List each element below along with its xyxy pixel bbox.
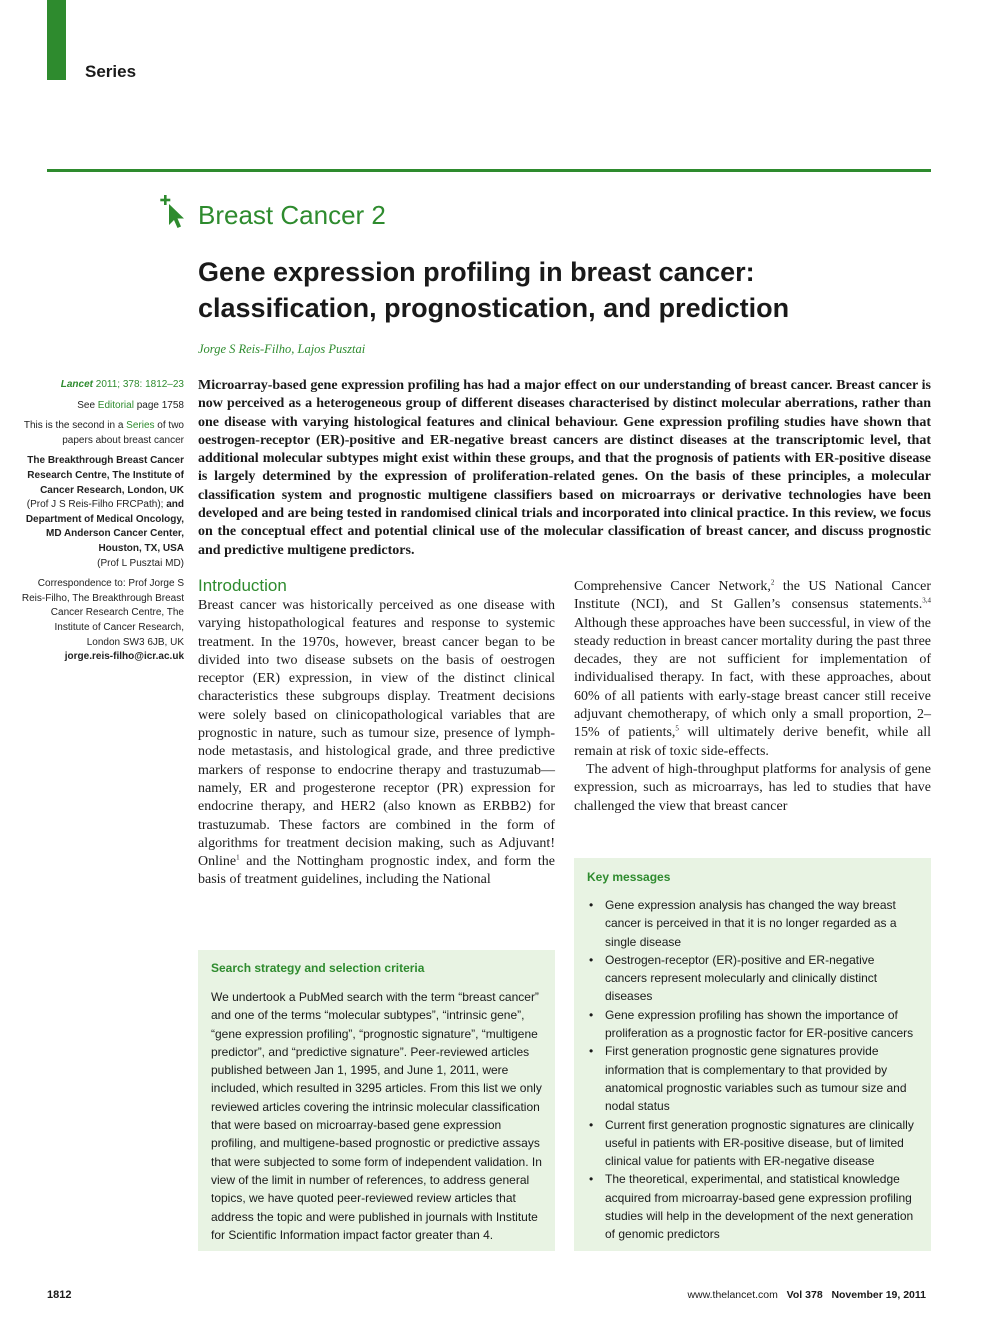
key-message-item: • Gene expression analysis has changed the way breast cancer is perceived in that it is no longer regarded as a single disease (587, 896, 919, 951)
introduction-heading: Introduction (198, 576, 287, 595)
key-message-item: • Oestrogen-receptor (ER)-positive and ER-negative cancers represent molecularly and clinically distinct diseases (587, 951, 919, 1006)
key-messages-heading: Key messages (587, 870, 671, 884)
affiliation-2: Department of Medical Oncology, MD Anderson Cancer Center, Houston, TX, USA (25, 513, 184, 554)
search-strategy-box (198, 950, 555, 1251)
authors: Jorge S Reis-Filho, Lajos Pusztai (198, 342, 366, 356)
volume: Vol 378 (786, 1289, 823, 1301)
reference-1: 1 (236, 853, 240, 862)
series-link[interactable]: Series (126, 420, 155, 432)
footer-info (600, 1289, 926, 1301)
editorial-link[interactable]: Editorial (97, 399, 134, 411)
correspondence: Correspondence to: Prof Jorge S Reis-Filho, The Breakthrough Breast Cancer Research Centre, The Institute of Cancer Research, London SW3 6JB, UK jorge.reis-filho@icr.ac.uk (21, 578, 184, 663)
introduction-column-left: Breast cancer was historically perceived as one disease with varying histopathological features and response to systemic treatment. In the 1970s, however, breast cancer began to be divided into two disease subsets on the basis of oestrogen receptor (ER) expression, in view of the distinct clinical characteristics these subgroups display. Treatment decisions were solely based on clinicopathological variables that are prognostic in nature, such as tumour size, presence of lymph-node metastasis, and histological grade, and three predictive markers of response to endocrine therapy and trastuzumab—namely, ER and progesterone receptor (PR) expression for endocrine therapy, and HER2 (also known as ERBB2) for trastuzumab. These factors are combined in the form of algorithms for treatment decision making, such as Adjuvant! Online$^1$ and the Nottingham prognostic index, and form the basis of treatment guidelines, including the National (198, 598, 555, 888)
reference-3-4: 3,4 (922, 596, 931, 605)
abstract: Microarray-based gene expression profiling has had a major effect on our understanding of breast cancer. Breast cancer is now perceived as a heterogeneous group of different diseases characterised by distinct molecular aberrations, rather than one disease with varying histological features and clinical behaviour. Gene expression profiling studies have shown that oestrogen-receptor (ER)-positive and ER-negative breast cancers are distinct diseases at the transcriptomic level, that additional molecular subtypes might exist within these groups, and that the prognosis of patients with ER-positive disease is largely determined by the expression of proliferation-related genes. On the basis of these principles, a molecular classification system and prognostic multigene classifiers based on microarrays or derivative technologies have been developed and are being tested in randomised clinical trials and incorporated into clinical practice. In this review, we focus on the conceptual effect and potential clinical use of the molecular classification of breast cancer, and discuss prognostic and predictive multigene predictors. (198, 378, 931, 558)
sidebar-notes (20, 378, 184, 671)
email-link[interactable]: jorge.reis-filho@icr.ac.uk (64, 651, 184, 663)
series-label: Series (85, 62, 137, 81)
affiliation-2-person: (Prof L Pusztai MD) (97, 557, 184, 569)
article-title: Gene expression profiling in breast cancer: classification, prognostication, and prediction (198, 257, 790, 323)
page-number: 1812 (47, 1289, 72, 1301)
see-editorial: See Editorial page 1758 (77, 399, 184, 411)
introduction-paragraph-2: The advent of high-throughput platforms for analysis of gene expression, such as microarrays, has led to studies that have challenged the view that breast cancer (574, 761, 931, 814)
top-rule (47, 169, 931, 172)
search-strategy-heading: Search strategy and selection criteria (211, 961, 425, 975)
affiliations: The Breakthrough Breast Cancer Research Centre, The Institute of Cancer Research, London, UK (Prof J S Reis-Filho FRCPath); and Department of Medical Oncology, MD Anderson Cancer Center, Houston, TX, USA (Prof L Pusztai MD) (25, 455, 184, 569)
introduction-column-right: Comprehensive Cancer Network,$^2$ the US National Cancer Institute (NCI), and St Gallen’s consensus statements.$^{3,4}$ Although these approaches have been successful, in view of the steady reduction in breast cancer mortality during the past three decades, they are not sufficient for implementation of individualised therapy. In fact, with these approaches, about 60% of all patients with early-stage breast cancer still receive adjuvant chemotherapy, of which only a small proportion, 2–15% of patients,$^5$ will ultimately derive benefit, while all remain at risk of toxic side-effects. The advent of high-throughput platforms for analysis of gene expression, such as microarrays, has led to studies that have challenged the view that breast cancer (574, 578, 931, 816)
citation (20, 378, 184, 393)
key-message-item: • Current first generation prognostic signatures are clinically useful in patients with ER-positive disease, but of limited clinical value for patients with ER-negative disease (587, 1116, 919, 1171)
issue-date: November 19, 2011 (831, 1289, 926, 1301)
key-message-item: • First generation prognostic gene signatures provide information that is complementary to that provided by anatomical prognostic variables such as tumour size and nodal status (587, 1042, 919, 1115)
affiliation-1-person: (Prof J S Reis-Filho FRCPath); (26, 499, 164, 511)
key-messages-box (574, 858, 931, 1251)
citation-details: 2011; 378: 1812–23 (92, 379, 184, 390)
search-strategy-text: We undertook a PubMed search with the term “breast cancer” and one of the terms “molecular subtypes”, “intrinsic gene”, “gene expression profiling”, “prognostic signature”, “multigene predictor”, and “predictive signature”. Peer-reviewed articles published between Jan 1, 1995, and June 1, 2011, were included, which resulted in 3295 articles. From this list we only reviewed articles covering the intrinsic molecular classification that were based on microarray-based gene expression profiling, and multigene-based prognostic or predictive assays that were subjected to some form of independent validation. In view of the limit in number of references, to address general topics, we have quoted peer-reviewed review articles that address the topic and were published in journals with Institute for Scientific Information impact factor greater than 4. (211, 990, 542, 1242)
reference-2: 2 (770, 578, 775, 587)
key-message-item: • The theoretical, experimental, and statistical knowledge acquired from microarray-based gene expression profiling studies will help in the development of the next generation of genomic predictors (587, 1170, 919, 1243)
reference-5: 5 (675, 724, 679, 733)
cursor-arrow-icon (158, 195, 188, 231)
key-messages-list (587, 896, 919, 1244)
journal-site[interactable]: www.thelancet.com (687, 1289, 778, 1301)
citation-journal: Lancet (60, 379, 93, 390)
key-message-item: • Gene expression profiling has shown the importance of proliferation as a prognostic factor for ER-positive cancers (587, 1006, 919, 1043)
series-note: This is the second in a Series of two papers about breast cancer (23, 420, 184, 446)
series-title: Breast Cancer 2 (198, 200, 386, 230)
series-color-bar (47, 0, 66, 80)
affiliation-1: The Breakthrough Breast Cancer Research Centre, The Institute of Cancer Research, London, UK (27, 455, 184, 496)
